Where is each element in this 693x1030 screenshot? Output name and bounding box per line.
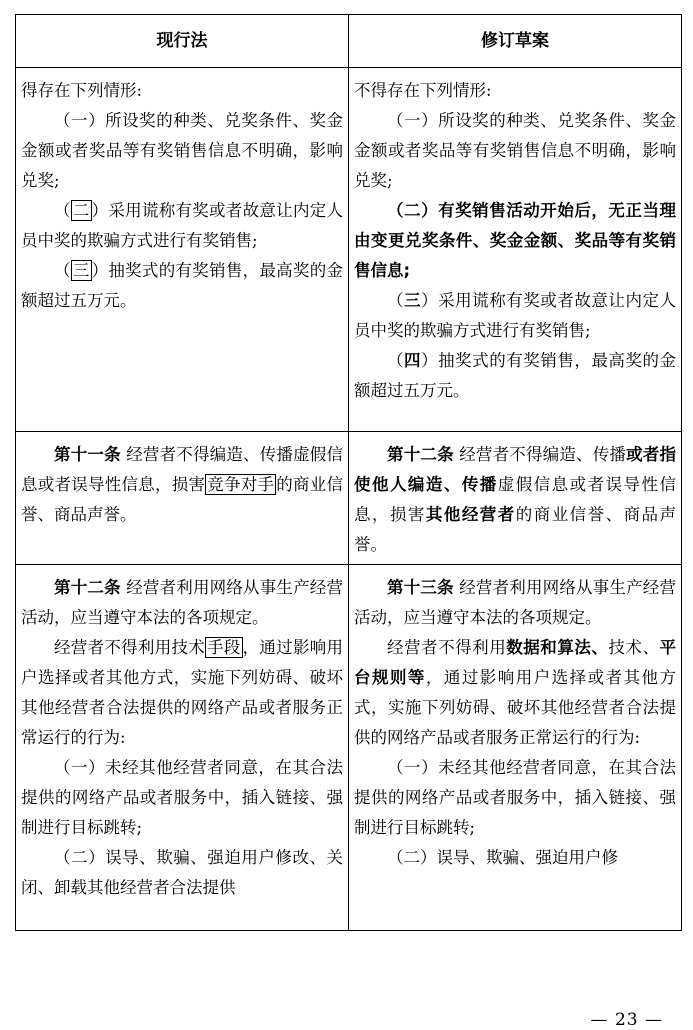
current-law-cell — [16, 432, 349, 565]
text-span: 经营者不得编造、传播虚假信息或者误导性信息，损害 — [21, 445, 343, 494]
bold-added-text: 平台规则等 — [354, 638, 676, 687]
article-number: 第十二条 — [54, 578, 121, 597]
text-span: ）抽奖式的有奖销售，最高奖的金额超过五万元。 — [21, 261, 343, 310]
article-number: 第十二条 — [387, 445, 454, 464]
bold-added-text: 数据和算法、 — [506, 638, 609, 657]
text-span: 技术、 — [608, 638, 660, 657]
paragraph — [354, 440, 676, 560]
paragraph — [21, 573, 343, 633]
paragraph: （二）误导、欺骗、强迫用户修改、关闭、卸载其他经营者合法提供 — [21, 848, 343, 897]
page-number: — 23 — — [590, 1010, 663, 1030]
bold-added-paragraph: （二）有奖销售活动开始后，无正当理由变更兑奖条件、奖金金额、奖品等有奖销售信息; — [354, 201, 676, 280]
text-span: ）采用谎称有奖或者故意让内定人员中奖的欺骗方式进行有奖销售; — [354, 291, 676, 340]
header-revised-draft: 修订草案 — [349, 15, 682, 68]
text-span: 的商业信誉、商品声誉。 — [354, 505, 677, 554]
text-span: 虚假信息或者误导性信息，损害 — [354, 475, 677, 524]
paragraph: 不得存在下列情形: — [354, 81, 492, 100]
boxed-deleted-text: 竞争对手 — [207, 475, 275, 494]
bold-added-text: 三 — [404, 291, 422, 310]
paragraph — [354, 633, 676, 753]
paragraph — [21, 256, 343, 316]
table-row — [16, 432, 682, 565]
bold-added-text: 四 — [404, 351, 422, 370]
text-span: （ — [387, 351, 405, 370]
text-span: 经营者利用网络从事生产经营活动，应当遵守本法的各项规定。 — [354, 578, 676, 627]
paragraph: （一）所设奖的种类、兑奖条件、奖金金额或者奖品等有奖销售信息不明确，影响兑奖; — [354, 111, 676, 190]
paragraph: （一）未经其他经营者同意，在其合法提供的网络产品或者服务中，插入链接、强制进行目标跳转; — [21, 758, 343, 837]
paragraph: 得存在下列情形: — [21, 81, 143, 100]
bold-added-text: 或者指使他人编造、传播 — [354, 445, 677, 494]
comparison-table — [15, 14, 682, 931]
text-span: 经营者不得利用 — [387, 638, 507, 657]
revised-draft-cell — [349, 432, 682, 565]
current-law-cell — [16, 565, 349, 931]
text-span: （ — [54, 261, 71, 280]
article-number: 第十三条 — [387, 578, 454, 597]
text-span: 经营者不得编造、传播 — [453, 445, 627, 464]
header-current-law: 现行法 — [16, 15, 349, 68]
paragraph — [21, 633, 343, 753]
boxed-deleted-text: 二 — [72, 201, 90, 220]
text-span: 的商业信誉、商品声誉。 — [21, 475, 343, 524]
paragraph: （一）所设奖的种类、兑奖条件、奖金金额或者奖品等有奖销售信息不明确，影响兑奖; — [21, 111, 343, 190]
text-span: （ — [387, 291, 405, 310]
text-span: ）抽奖式的有奖销售，最高奖的金额超过五万元。 — [354, 351, 676, 400]
header-row — [16, 15, 682, 68]
text-span: 经营者不得利用技术 — [54, 638, 206, 657]
paragraph — [21, 196, 343, 256]
paragraph — [354, 286, 676, 346]
boxed-deleted-text: 手段 — [207, 638, 241, 657]
table-row — [16, 68, 682, 432]
boxed-deleted-text: 三 — [72, 261, 90, 280]
revised-draft-cell — [349, 565, 682, 931]
paragraph: （一）未经其他经营者同意，在其合法提供的网络产品或者服务中，插入链接、强制进行目标跳转; — [354, 758, 676, 837]
revised-draft-cell — [349, 68, 682, 432]
text-span: ，通过影响用户选择或者其他方式，实施下列妨碍、破坏其他经营者合法提供的网络产品或者服务正常运行的行为: — [354, 668, 677, 747]
bold-added-text: 其他经营者 — [425, 505, 516, 524]
article-number: 第十一条 — [54, 445, 121, 464]
paragraph: （二）误导、欺骗、强迫用户修 — [387, 848, 618, 867]
text-span: 经营者利用网络从事生产经营活动，应当遵守本法的各项规定。 — [21, 578, 343, 627]
paragraph — [354, 573, 676, 633]
text-span: （ — [54, 201, 71, 220]
paragraph — [354, 346, 676, 406]
text-span: ，通过影响用户选择或者其他方式，实施下列妨碍、破坏其他经营者合法提供的网络产品或者服务正常运行的行为: — [21, 638, 343, 747]
paragraph — [21, 440, 343, 530]
current-law-cell — [16, 68, 349, 432]
text-span: ）采用谎称有奖或者故意让内定人员中奖的欺骗方式进行有奖销售; — [21, 201, 343, 250]
table-row — [16, 565, 682, 931]
